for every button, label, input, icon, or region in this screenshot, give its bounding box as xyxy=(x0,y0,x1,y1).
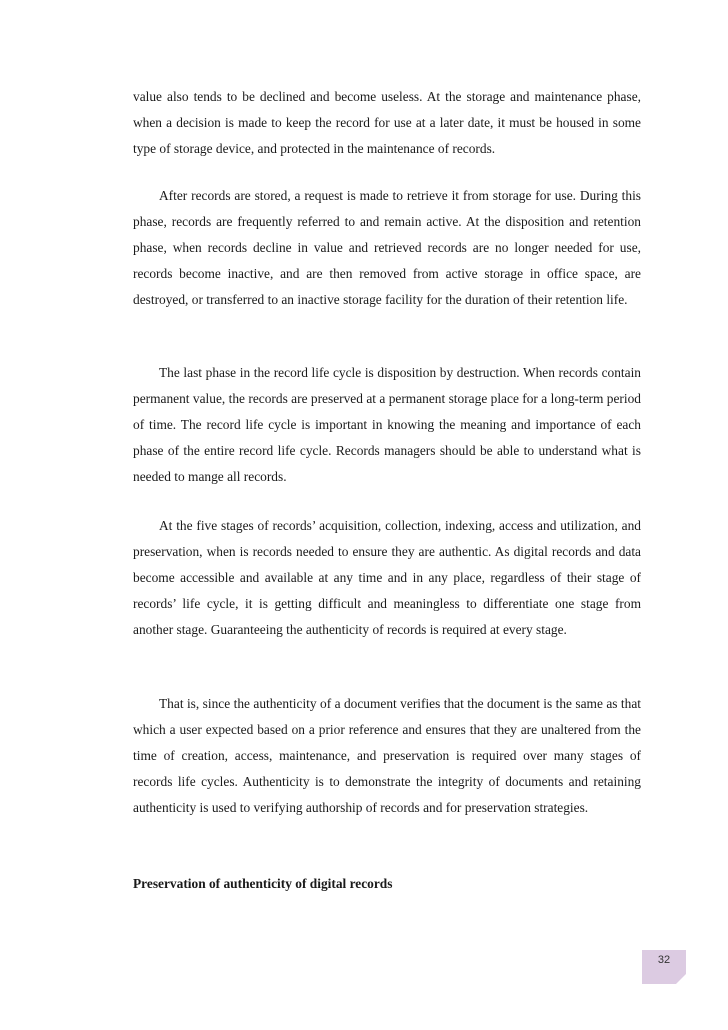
paragraph-text: value also tends to be declined and become useless. At the storage and maintenance phase, when a decision is made to keep the record for use at a later date, it must be housed in some type of storage device, and protected in the maintenance of records. xyxy=(133,89,641,156)
page-number-tab xyxy=(642,950,686,984)
paragraph-storage-maintenance xyxy=(133,84,641,162)
section-heading: Preservation of authenticity of digital records xyxy=(133,876,393,891)
paragraph-text: At the five stages of records’ acquisition, collection, indexing, access and utilization, and preservation, when is records needed to ensure they are authentic. As digital records and data become accessible and available at any time and in any place, regardless of their stage of records’ life cycle, it is getting difficult and meaningless to differentiate one stage from another stage. Guaranteeing the authenticity of records is required at every stage. xyxy=(133,518,641,637)
page-number: 32 xyxy=(657,954,671,966)
paragraph-retrieval-disposition xyxy=(133,183,641,313)
paragraph-destruction-phase xyxy=(133,360,641,490)
paragraph-five-stages xyxy=(133,513,641,643)
paragraph-text: That is, since the authenticity of a document verifies that the document is the same as that which a user expected based on a prior reference and ensures that they are unaltered from the time of creation, access, maintenance, and preservation is required over many stages of records life cycles. Authenticity is to demonstrate the integrity of documents and retaining authenticity is used to verifying authorship of records and for preservation strategies. xyxy=(133,696,641,815)
paragraph-text: After records are stored, a request is made to retrieve it from storage for use. During this phase, records are frequently referred to and remain active. At the disposition and retention phase, when records decline in value and retrieved records are no longer needed for use, records become inactive, and are then removed from active storage in office space, are destroyed, or transferred to an inactive storage facility for the duration of their retention life. xyxy=(133,188,641,307)
paragraph-text: The last phase in the record life cycle is disposition by destruction. When records contain permanent value, the records are preserved at a permanent storage place for a long-term period of time. The record life cycle is important in knowing the meaning and importance of each phase of the entire record life cycle. Records managers should be able to understand what is needed to mange all records. xyxy=(133,365,641,484)
paragraph-authenticity xyxy=(133,691,641,821)
